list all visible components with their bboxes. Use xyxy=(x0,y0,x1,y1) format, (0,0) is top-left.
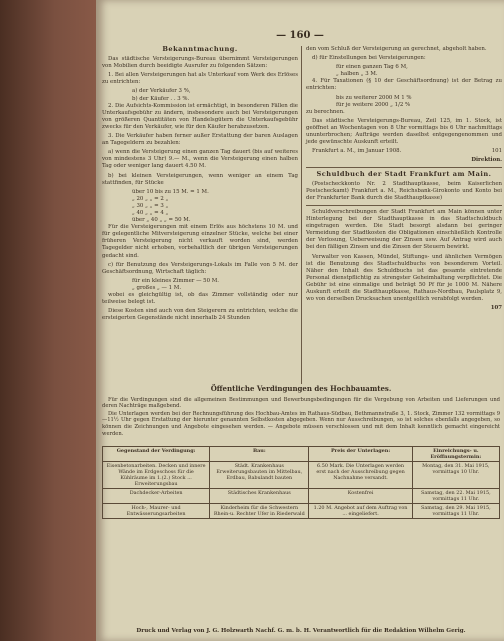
list-item: b) der Käufer . . 3 %. xyxy=(132,95,190,102)
divider xyxy=(306,205,502,206)
table-cell: Montag, den 31. Mai 1915, vormittags 10 Uhr. xyxy=(412,462,499,489)
list-item: für je weitere 2000 „ 1/2 % xyxy=(336,101,411,108)
paragraph: Das städtische Versteigerungs-Bureau übernimmt Versteigerungen von Mobilien durch beeidigte Ausrufer zu folgenden Sätzen: xyxy=(102,56,298,70)
verdingungen-section xyxy=(102,386,500,438)
table-cell: Kostenfrei xyxy=(309,489,412,504)
date-text: Frankfurt a. M., im Januar 1908. xyxy=(312,148,402,155)
column-header: Gegenstand der Verdingung: xyxy=(103,447,210,462)
notice-number: 101 xyxy=(491,148,502,155)
table-cell: 1.20 M. Angebot auf dem Auftrag von ... eingeliefert. xyxy=(309,504,412,519)
table-cell: Dachdecker-Arbeiten xyxy=(103,489,210,504)
date-line xyxy=(306,148,502,155)
list-item: bis zu weiterer 2000 M 1 % xyxy=(336,94,412,101)
table-header-row xyxy=(103,447,500,462)
table-cell: Kinderheim für die Schwestern Rhein-u. Rechter Ufer in Riederwald xyxy=(210,504,309,519)
paragraph: Für die Verdingungen sind die allgemeinen Bestimmungen und Bewerbungsbedingungen für die Vergebung von Arbeiten und Lieferungen und deren Nachträge maßgebend. xyxy=(102,396,500,410)
paragraph: Das städtische Versteigerungs-Bureau, Zeil 125, im 1. Stock, ist geöffnet an Wochentagen von 8 Uhr vormittags bis 6 Uhr nachmittags ununterbrochen; Aufträge werden daselbst entgegengenommen und jede gewünschte Auskunft erteilt. xyxy=(306,117,502,146)
rate-row: über 10 bis zu 15 M. = 1 M. xyxy=(132,188,209,195)
schuldbuch-heading: Schuldbuch der Stadt Frankfurt am Main. xyxy=(316,170,492,178)
table-cell: Samstag, den 29. Mai 1915, vormittags 11 Uhr. xyxy=(412,504,499,519)
paragraph: Für die Versteigerungen mit einem Erlös aus höchstens 10 M. und für gelegentliche Mitversteigerung einzelner Stücke, welche bei einer früheren Versteigerung nicht verkauft worden sind, werden Tagegelder nicht erhoben, vorbehaltlich der übrigen Versteigerungen gedacht sind. xyxy=(102,224,298,259)
table-row xyxy=(103,462,500,489)
column-header: Einreichungs- u. Eröffnungstermin: xyxy=(412,447,499,462)
right-column xyxy=(306,46,502,315)
table-cell: Samstag, den 22. Mai 1915, vormittags 11 Uhr. xyxy=(412,489,499,504)
list-item: „ halben „ 3 M. xyxy=(336,71,378,78)
paragraph: Diese Kosten sind auch von den Steigerern zu entrichten, welche die ersteigerten Gegenstände nicht innerhalb 24 Stunden xyxy=(102,308,298,322)
notice-number: 107 xyxy=(490,305,502,312)
verdingungen-table xyxy=(102,446,500,519)
column-header: Preis der Unterlagen: xyxy=(309,447,412,462)
list-item: „ großes „ — 1 M. xyxy=(132,284,182,291)
table-cell: Hoch-, Maurer- und Entwässerungsarbeiten xyxy=(103,504,210,519)
rate-row: „ 40 „ „ = 4 „ xyxy=(132,209,169,216)
paragraph: 3. Die Verkäufer haben ferner außer Erstattung der baren Auslagen an Tagegeldern zu bezahlen: xyxy=(102,133,298,147)
paragraph: b) bei kleinen Versteigerungen, wenn weniger an einem Tag stattfinden, für Stücke xyxy=(102,172,298,186)
imprint-footer: Druck und Verlag von J. G. Holzwarth Nachf. G. m. b. H. Verantwortlich für die Redaktion Wilhelm Gerig. xyxy=(136,628,466,634)
left-column xyxy=(102,46,298,324)
paragraph: (Postscheckkonto Nr. 2 Stadthauptkasse, beim Kaiserlichen Postscheckamt) Frankfurt a. M., Reichsbank-Girokonto und Konto bei der Frankfurter Bank durch die Stadthauptkasse) xyxy=(306,181,502,202)
table-cell: Städtisches Krankenhaus xyxy=(210,489,309,504)
rate-row: „ 20 „ „ = 2 „ xyxy=(132,195,169,202)
signature: Direktion. xyxy=(471,157,502,164)
paragraph: c) für Benutzung des Versteigerungs-Lokals im Falle von 5 M. der Geschäftsordnung, Wirtschaft täglich: xyxy=(102,261,298,275)
rate-row: „ 30 „ „ = 3 „ xyxy=(132,202,169,209)
paragraph: 4. Für Taxationen (§ 10 der Geschäftsordnung) ist der Betrag zu entrichten: xyxy=(306,78,502,92)
paragraph: Schuldverschreibungen der Stadt Frankfurt am Main können unter Hinterlegung bei der Stadthauptkasse in das Stadtschuldbuch eingetragen werden. Die Stadt besorgt alsdann bei geringer Vermeidung der Stadtkosten die Obligationen einschließlich Kontrolle der Verlosung, Ueberweisung der Zinsen usw. Auf Antrag wird auch bei den fälligen Zinsen und die Zinsen der Steuern bewirkt. xyxy=(306,208,502,251)
paragraph: den vom Schluß der Versteigerung an gerechnet, abgeholt haben. xyxy=(306,46,487,52)
column-divider xyxy=(301,46,302,384)
paragraph: Verwalter von Kassen, Mündel, Stiftungs- und ähnlichen Vermögen ist die Benutzung des Stadtschuldbuchs von besonderem Vorteil. Näher den Inhalt des Schuldbuchs ist das gesamte eintretende Personal dienstpflichtig zu strengster Geheimhaltung verpflichtet. Die Gebühr ist eine einmalige und beträgt 50 Pf für je 1000 M. Nähere Auskunft erteilt die Stadthauptkasse, Rathaus-Nordbau, Paulsplatz 9, wo von derselben Drucksachen unentgeltlich verabfolgt werden. xyxy=(306,253,502,303)
verdingungen-heading: Öffentliche Verdingungen des Hochbauamtes. xyxy=(210,384,392,393)
table-cell: 6.50 Mark. Die Unterlagen werden erst nach der Ausschreibung gegen Nachnahme versandt. xyxy=(309,462,412,489)
table-cell: Städt. Krankenhaus Erweiterungsbauten im Mittelbau, Erdbau, Babulandt bauten xyxy=(210,462,309,489)
list-item: a) der Verkäufer 3 %, xyxy=(132,88,191,95)
list-item: für einen ganzen Tag 6 M, xyxy=(336,64,408,71)
announcement-heading: Bekanntmachung. xyxy=(162,45,238,53)
page-number: — 160 — xyxy=(276,30,324,41)
paragraph: 2. Die Aufsichts-Kommission ist ermächtigt, in besonderen Fällen die Unterkaufsgebühr zu ändern, insbesondere auch bei Versteigerungen von größeren Quantitäten von Handelsgütern die Unterkaufsgebühr zwecks für den Verkäufer, wie für den Käufer herabzusetzen. xyxy=(102,102,298,130)
table-row xyxy=(103,489,500,504)
paragraph: wobei es gleichgültig ist, ob das Zimmer vollständig oder nur teilweise belegt ist. xyxy=(102,292,298,306)
paragraph: Die Unterlagen werden bei der Rechnungsführung des Hochbau-Amtes im Rathaus-Südbau, Bethmannstraße 3, 1. Stock, Zimmer 132 vormittags 9—11½ Uhr gegen Erstattung der hierunter genannten Selbstkosten abgegeben. Wenn nur Ausschreibungen, so ist solches ebenfalls angegeben, so können die Zeichnungen und Angebote eingesehen werden. — Angebote müssen verschlossen und mit dem Inhalt kenntlich gemacht eingereicht werden. xyxy=(102,410,500,437)
book-binding xyxy=(0,0,100,641)
rate-row: über „ 40 „ „ = 50 M. xyxy=(132,217,191,224)
paragraph: d) für Einstellungen bei Versteigerungen: xyxy=(312,55,426,62)
paragraph: a) wenn die Versteigerung einen ganzen Tag dauert (bis auf weiteres von mindestens 3 Uhr) 9.— M., wenn die Versteigerung einen halben Tag oder weniger lang dauert 4.50 M. xyxy=(102,149,298,170)
divider xyxy=(306,167,502,168)
document-page xyxy=(96,0,504,641)
table-row xyxy=(103,504,500,519)
paragraph: 1. Bei allen Versteigerungen hat als Unterkauf vom Werk des Erlöses zu entrichten: xyxy=(102,72,298,86)
table-cell: Eisenbetonarbeiten. Decken und innere Wände im Erdgeschoss für die Kühlräume im 1.(2.) Stock ... Erweiterungsbau xyxy=(103,462,210,489)
paragraph: zu berechnen. xyxy=(306,108,345,115)
list-item: für ein kleines Zimmer — 50 M. xyxy=(132,277,219,284)
column-header: Bau: xyxy=(210,447,309,462)
